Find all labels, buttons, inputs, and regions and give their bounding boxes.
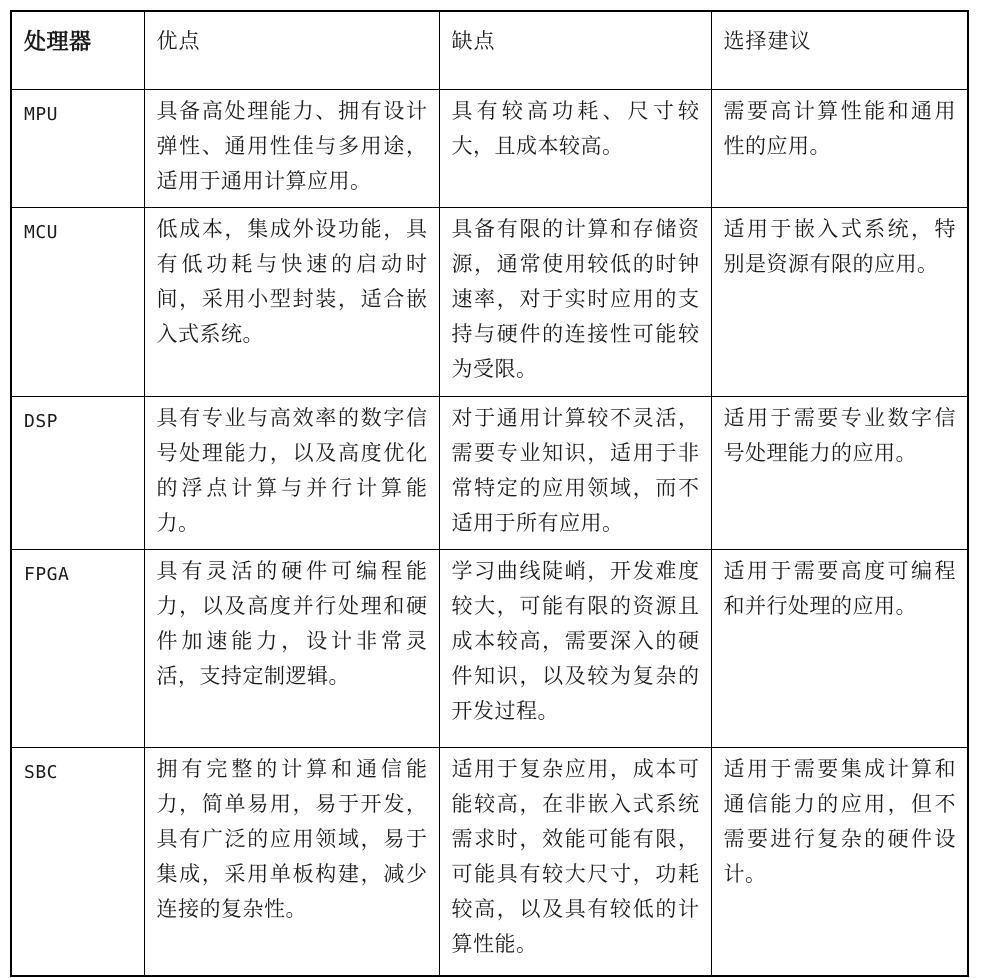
cons-cell: 学习曲线陡峭，开发难度较大，可能有限的资源且成本较高，需要深入的硬件知识，以及较为复杂的开发过程。 [439, 549, 711, 747]
processor-name-cell: MPU [11, 89, 144, 207]
processor-name-cell: DSP [11, 396, 144, 549]
column-header-processor: 处理器 [11, 11, 144, 89]
processor-name-cell: MCU [11, 207, 144, 396]
advice-cell: 适用于需要高度可编程和并行处理的应用。 [711, 549, 968, 747]
advice-cell: 适用于需要专业数字信号处理能力的应用。 [711, 396, 968, 549]
pros-cell: 具有专业与高效率的数字信号处理能力，以及高度优化的浮点计算与并行计算能力。 [144, 396, 439, 549]
advice-cell: 需要高计算性能和通用性的应用。 [711, 89, 968, 207]
table-row-fpga [11, 549, 968, 747]
cons-cell: 具备有限的计算和存储资源，通常使用较低的时钟速率，对于实时应用的支持与硬件的连接性可能较为受限。 [439, 207, 711, 396]
header-row [11, 11, 968, 89]
pros-cell: 低成本，集成外设功能，具有低功耗与快速的启动时间，采用小型封装，适合嵌入式系统。 [144, 207, 439, 396]
processor-name-cell: FPGA [11, 549, 144, 747]
column-header-advice: 选择建议 [711, 11, 968, 89]
column-header-pros: 优点 [144, 11, 439, 89]
table-row-mpu [11, 89, 968, 207]
cons-cell: 对于通用计算较不灵活，需要专业知识，适用于非常特定的应用领域，而不适用于所有应用。 [439, 396, 711, 549]
pros-cell: 具有灵活的硬件可编程能力，以及高度并行处理和硬件加速能力，设计非常灵活，支持定制逻辑。 [144, 549, 439, 747]
cons-cell: 具有较高功耗、尺寸较大，且成本较高。 [439, 89, 711, 207]
table-row-dsp [11, 396, 968, 549]
processor-name-cell: SBC [11, 747, 144, 976]
cons-cell: 适用于复杂应用，成本可能较高，在非嵌入式系统需求时，效能可能有限，可能具有较大尺寸，功耗较高，以及具有较低的计算性能。 [439, 747, 711, 976]
advice-cell: 适用于需要集成计算和通信能力的应用，但不需要进行复杂的硬件设计。 [711, 747, 968, 976]
table-row-mcu [11, 207, 968, 396]
pros-cell: 拥有完整的计算和通信能力，简单易用，易于开发，具有广泛的应用领域，易于集成，采用单板构建，减少连接的复杂性。 [144, 747, 439, 976]
processor-comparison-table [10, 10, 969, 977]
advice-cell: 适用于嵌入式系统，特别是资源有限的应用。 [711, 207, 968, 396]
table-row-sbc [11, 747, 968, 976]
column-header-cons: 缺点 [439, 11, 711, 89]
pros-cell: 具备高处理能力、拥有设计弹性、通用性佳与多用途，适用于通用计算应用。 [144, 89, 439, 207]
